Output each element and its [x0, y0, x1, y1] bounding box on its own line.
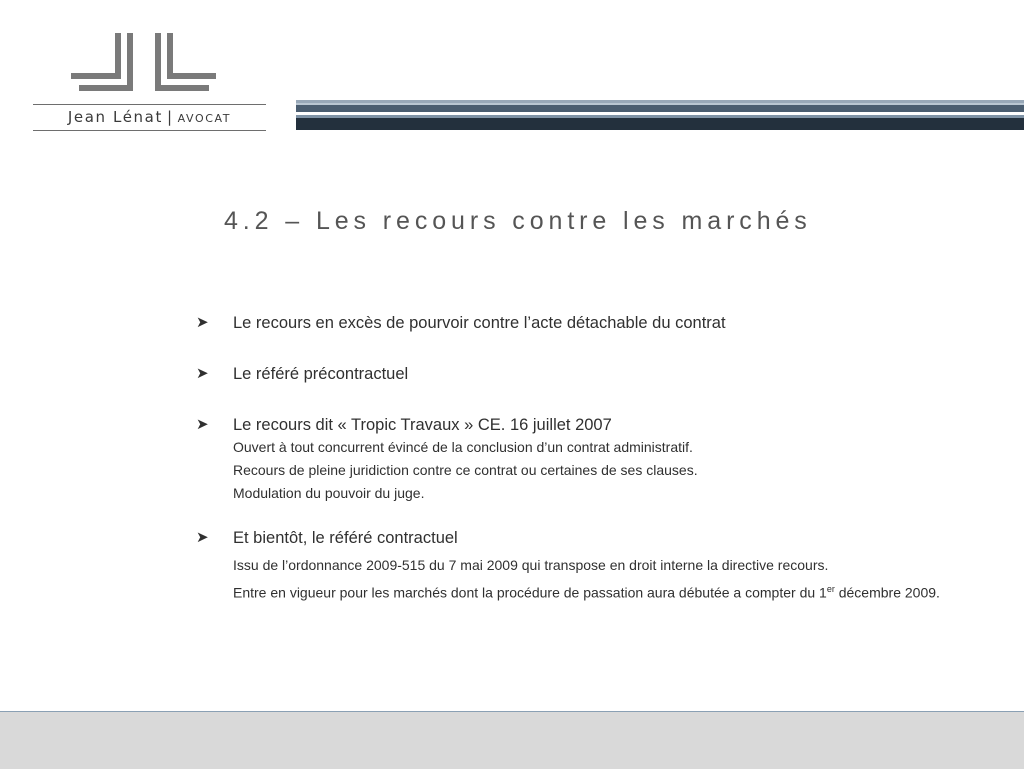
header-stripe: [296, 118, 1024, 130]
sub-line: Recours de pleine juridiction contre ce contrat ou certaines de ses clauses.: [233, 462, 698, 478]
bullet-text: Et bientôt, le référé contractuel: [233, 529, 458, 547]
header-stripes: [296, 100, 1024, 132]
effective-date-month: décembre 2009.: [834, 584, 940, 601]
sub-line: Modulation du pouvoir du juge.: [233, 485, 425, 501]
logo-divider-top: [33, 104, 266, 105]
logo-name: Jean Lénat: [67, 108, 163, 126]
arrow-bullet-icon: ➤: [196, 529, 209, 546]
effective-date-text: Entre en vigueur pour les marchés dont la procédure de passation aura débutée a compter du 1: [233, 584, 827, 601]
bullet-item: [196, 414, 964, 436]
logo-divider-bottom: [33, 130, 266, 131]
bullet-text: Le recours en excès de pourvoir contre l’acte détachable du contrat: [233, 314, 726, 332]
bullet-text: Le référé précontractuel: [233, 365, 409, 383]
bullet-item: [196, 363, 964, 385]
logo-separator: |: [166, 108, 174, 126]
slide-title: 4.2 – Les recours contre les marchés: [224, 207, 812, 235]
sub-line-effective-date: [196, 581, 964, 602]
arrow-bullet-icon: ➤: [196, 416, 209, 433]
bullet-text: Le recours dit « Tropic Travaux » CE. 16 juillet 2007: [233, 416, 612, 434]
bullet-item: [196, 527, 964, 549]
slide-content: [196, 312, 964, 602]
logo-wordmark: [33, 108, 266, 126]
arrow-bullet-icon: ➤: [196, 314, 209, 331]
sub-line: Ouvert à tout concurrent évincé de la conclusion d’un contrat administratif.: [233, 439, 693, 455]
logo-monogram-icon: [71, 33, 216, 93]
footer-bar: [0, 711, 1024, 769]
ordinal-suffix: er: [826, 584, 835, 594]
bullet-item: [196, 312, 964, 334]
sub-line: Issu de l’ordonnance 2009-515 du 7 mai 2009 qui transpose en droit interne la directive recours.: [233, 557, 829, 573]
header-stripe: [296, 105, 1024, 112]
logo-subtitle: avocat: [177, 108, 232, 126]
law-firm-logo: [33, 33, 266, 133]
arrow-bullet-icon: ➤: [196, 365, 209, 382]
